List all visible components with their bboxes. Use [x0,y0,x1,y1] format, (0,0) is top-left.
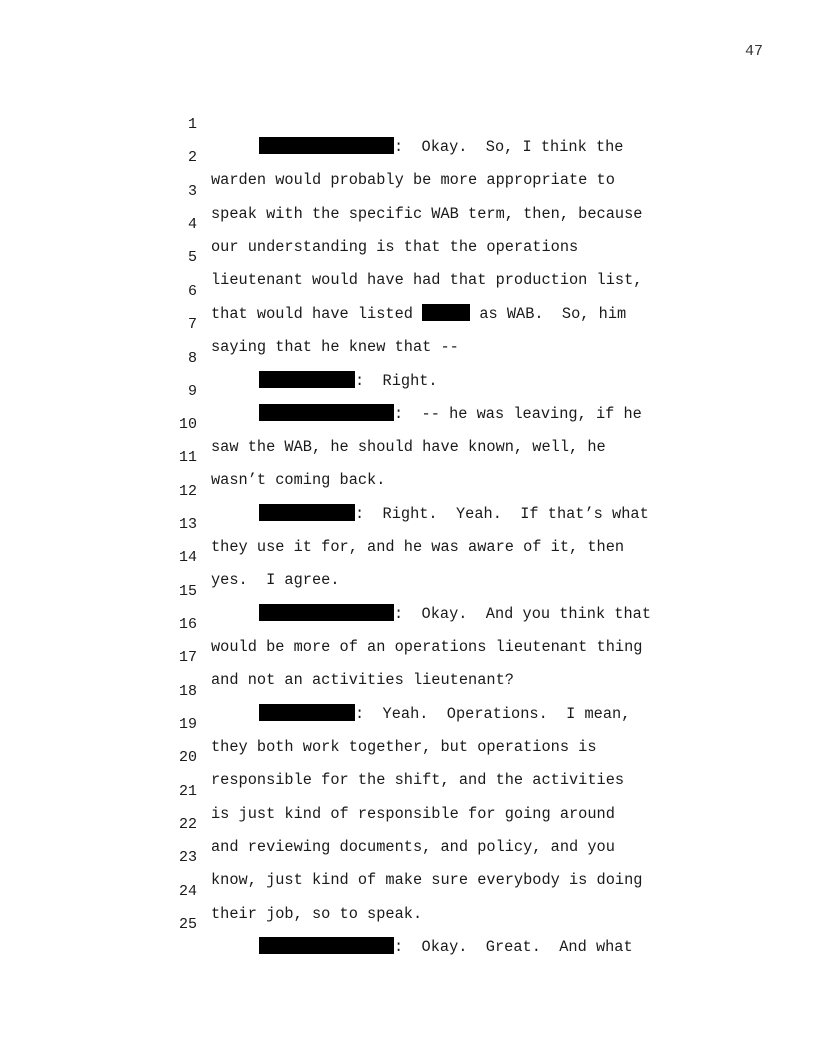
line-text: and not an activities lieutenant? [211,671,514,689]
line-text: know, just kind of make sure everybody is doing [211,871,643,889]
speaker-line [259,370,438,392]
line-number: 13 [178,516,197,533]
redacted-speaker-name [259,504,355,521]
line-text: warden would probably be more appropriate to [211,171,615,189]
line-text: : Okay. And you think that [394,605,652,623]
line-text: : Okay. Great. And what [394,938,633,956]
line-number: 16 [178,616,197,633]
redacted-speaker-name [259,704,355,721]
speaker-line [259,403,642,425]
line-text: : Yeah. Operations. I mean, [355,705,631,723]
line-text: would be more of an operations lieutenant thing [211,638,643,656]
line-number: 5 [187,249,197,266]
line-number: 21 [178,783,197,800]
line-number: 4 [187,216,197,233]
line-number: 11 [178,449,197,466]
line-number: 20 [178,749,197,766]
speaker-line [259,136,624,158]
line-text: saw the WAB, he should have known, well, he [211,438,606,456]
line-text: yes. I agree. [211,571,340,589]
redacted-name [422,304,470,321]
line-text: our understanding is that the operations [211,238,579,256]
line-number: 1 [187,116,197,133]
line-number: 14 [178,549,197,566]
line-text: they use it for, and he was aware of it, then [211,538,625,556]
speaker-line [259,936,633,958]
line-text: they both work together, but operations is [211,738,597,756]
redacted-speaker-name [259,404,394,421]
line-number: 24 [178,883,197,900]
line-text: wasn’t coming back. [211,471,386,489]
speaker-line [259,603,651,625]
line-text [211,303,626,325]
line-number: 3 [187,183,197,200]
line-number: 6 [187,283,197,300]
line-number: 10 [178,416,197,433]
line-number: 23 [178,849,197,866]
speaker-line [259,503,649,525]
line-text: saying that he knew that -- [211,338,459,356]
line-number: 8 [187,350,197,367]
line-number: 12 [178,483,197,500]
line-text: their job, so to speak. [211,905,423,923]
line-number: 7 [187,316,197,333]
line-text-after: as WAB. So, him [470,305,627,323]
line-number: 19 [178,716,197,733]
transcript-line [0,525,340,589]
line-text: lieutenant would have had that production list, [211,271,643,289]
redacted-speaker-name [259,937,394,954]
line-number: 18 [178,683,197,700]
line-number: 25 [178,916,197,933]
transcript-line [0,92,624,156]
speaker-line [259,703,630,725]
transcript-line [0,425,386,489]
line-text: responsible for the shift, and the activities [211,771,625,789]
line-text: : Right. [355,372,438,390]
line-text: : Okay. So, I think the [394,138,624,156]
transcript-line [0,859,423,923]
line-text: : Right. Yeah. If that’s what [355,505,649,523]
line-number: 2 [187,149,197,166]
line-text: : -- he was leaving, if he [394,405,642,423]
line-number: 15 [178,583,197,600]
redacted-speaker-name [259,371,355,388]
page-number: 47 [744,43,763,60]
line-text: speak with the specific WAB term, then, because [211,205,643,223]
line-number: 9 [187,383,197,400]
line-text-before: that would have listed [211,305,423,323]
redacted-speaker-name [259,604,394,621]
line-text: and reviewing documents, and policy, and you [211,838,615,856]
line-number: 17 [178,649,197,666]
line-text: is just kind of responsible for going around [211,805,615,823]
redacted-speaker-name [259,137,394,154]
line-number: 22 [178,816,197,833]
